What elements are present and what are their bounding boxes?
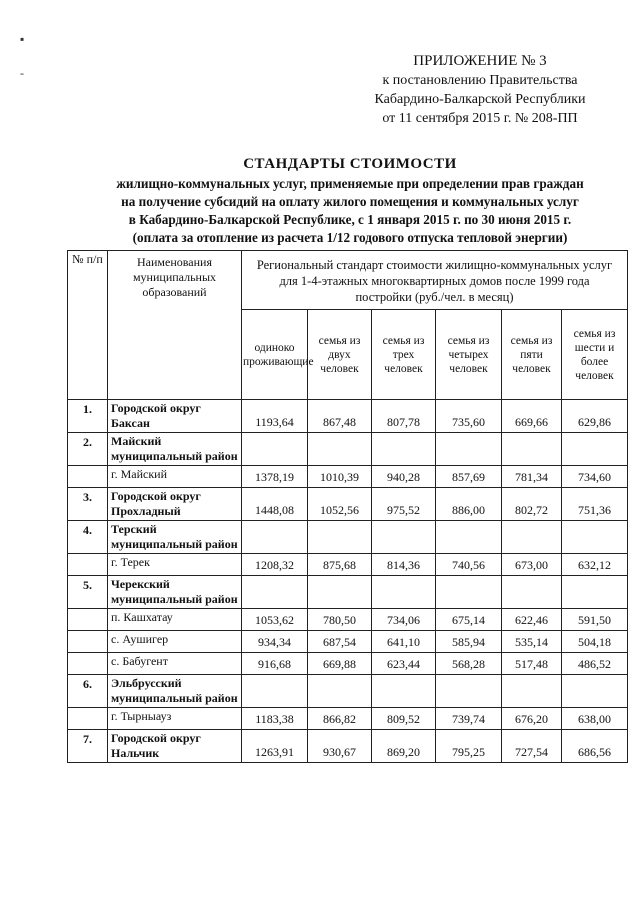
table-row bbox=[68, 708, 628, 730]
municipality-name: Майский муниципальный район bbox=[108, 433, 242, 466]
row-number bbox=[68, 466, 108, 488]
value-cell: 629,86 bbox=[562, 400, 628, 433]
value-cell: 1448,08 bbox=[242, 488, 308, 521]
value-cell: 734,60 bbox=[562, 466, 628, 488]
table-row bbox=[68, 466, 628, 488]
row-number: 1. bbox=[68, 400, 108, 433]
value-cell: 504,18 bbox=[562, 631, 628, 653]
value-cell: 780,50 bbox=[308, 609, 372, 631]
value-cell: 623,44 bbox=[372, 653, 436, 675]
value-cell: 739,74 bbox=[436, 708, 502, 730]
table-row bbox=[68, 488, 628, 521]
value-cell bbox=[502, 675, 562, 708]
value-cell: 622,46 bbox=[502, 609, 562, 631]
value-cell bbox=[308, 675, 372, 708]
title-line: жилищно-коммунальных услуг, применяемые при определении прав граждан bbox=[116, 176, 584, 191]
value-cell: 751,36 bbox=[562, 488, 628, 521]
table-row bbox=[68, 554, 628, 576]
value-cell: 857,69 bbox=[436, 466, 502, 488]
value-cell: 934,34 bbox=[242, 631, 308, 653]
value-cell bbox=[372, 521, 436, 554]
value-cell: 1263,91 bbox=[242, 730, 308, 763]
value-cell: 687,54 bbox=[308, 631, 372, 653]
value-cell bbox=[242, 576, 308, 609]
col-header-single: одиноко проживающие bbox=[242, 310, 308, 400]
appendix-number: ПРИЛОЖЕНИЕ № 3 bbox=[413, 53, 547, 69]
municipality-name: п. Кашхатау bbox=[108, 609, 242, 631]
value-cell bbox=[242, 521, 308, 554]
value-cell bbox=[308, 521, 372, 554]
value-cell: 734,06 bbox=[372, 609, 436, 631]
value-cell bbox=[562, 433, 628, 466]
value-cell bbox=[562, 576, 628, 609]
col-header-three: семья из трех человек bbox=[372, 310, 436, 400]
title-line: на получение субсидий на оплату жилого помещения и коммунальных услуг bbox=[121, 194, 579, 209]
value-cell: 727,54 bbox=[502, 730, 562, 763]
value-cell: 916,68 bbox=[242, 653, 308, 675]
value-cell bbox=[562, 521, 628, 554]
value-cell: 669,66 bbox=[502, 400, 562, 433]
table-row bbox=[68, 730, 628, 763]
col-header-six-plus: семья из шести и более человек bbox=[562, 310, 628, 400]
value-cell: 795,25 bbox=[436, 730, 502, 763]
table-row bbox=[68, 433, 628, 466]
value-cell: 930,67 bbox=[308, 730, 372, 763]
value-cell: 814,36 bbox=[372, 554, 436, 576]
row-number bbox=[68, 631, 108, 653]
municipality-name: г. Терек bbox=[108, 554, 242, 576]
col-header-four: семья из четырех человек bbox=[436, 310, 502, 400]
row-number: 5. bbox=[68, 576, 108, 609]
appendix-ref-line: от 11 сентября 2015 г. № 208-ПП bbox=[382, 111, 578, 126]
value-cell bbox=[372, 433, 436, 466]
value-cell: 1010,39 bbox=[308, 466, 372, 488]
value-cell bbox=[242, 433, 308, 466]
value-cell: 886,00 bbox=[436, 488, 502, 521]
value-cell: 632,12 bbox=[562, 554, 628, 576]
value-cell: 867,48 bbox=[308, 400, 372, 433]
table-body bbox=[68, 400, 628, 763]
value-cell: 686,56 bbox=[562, 730, 628, 763]
municipality-name: Городской округ Нальчик bbox=[108, 730, 242, 763]
value-cell bbox=[436, 675, 502, 708]
row-number bbox=[68, 708, 108, 730]
appendix-ref-line: Кабардино-Балкарской Республики bbox=[374, 92, 586, 107]
table-row bbox=[68, 609, 628, 631]
value-cell: 1052,56 bbox=[308, 488, 372, 521]
value-cell: 735,60 bbox=[436, 400, 502, 433]
table-row bbox=[68, 675, 628, 708]
row-number bbox=[68, 653, 108, 675]
value-cell: 1208,32 bbox=[242, 554, 308, 576]
value-cell bbox=[436, 521, 502, 554]
value-cell bbox=[502, 521, 562, 554]
table-row bbox=[68, 576, 628, 609]
value-cell: 866,82 bbox=[308, 708, 372, 730]
value-cell bbox=[562, 675, 628, 708]
value-cell: 869,20 bbox=[372, 730, 436, 763]
municipality-name: Эльбрусский муниципальный район bbox=[108, 675, 242, 708]
title-main: СТАНДАРТЫ СТОИМОСТИ bbox=[243, 156, 457, 172]
value-cell bbox=[372, 675, 436, 708]
value-cell bbox=[308, 576, 372, 609]
scan-mark: ▪ bbox=[20, 32, 25, 46]
table-row bbox=[68, 631, 628, 653]
value-cell: 940,28 bbox=[372, 466, 436, 488]
value-cell: 591,50 bbox=[562, 609, 628, 631]
value-cell: 568,28 bbox=[436, 653, 502, 675]
value-cell: 517,48 bbox=[502, 653, 562, 675]
row-number: 2. bbox=[68, 433, 108, 466]
value-cell bbox=[372, 576, 436, 609]
col-header-no: № п/п bbox=[68, 251, 108, 400]
table-row bbox=[68, 400, 628, 433]
value-cell: 638,00 bbox=[562, 708, 628, 730]
municipality-name: Терский муниципальный район bbox=[108, 521, 242, 554]
standards-table bbox=[67, 250, 628, 763]
value-cell: 1378,19 bbox=[242, 466, 308, 488]
municipality-name: Городской округ Прохладный bbox=[108, 488, 242, 521]
municipality-name: г. Майский bbox=[108, 466, 242, 488]
col-header-group: Региональный стандарт стоимости жилищно-коммунальных услуг для 1-4-этажных многоквартирных домов после 1999 года постройки (руб./чел. в месяц) bbox=[242, 251, 628, 310]
value-cell: 675,14 bbox=[436, 609, 502, 631]
value-cell: 585,94 bbox=[436, 631, 502, 653]
row-number: 7. bbox=[68, 730, 108, 763]
value-cell: 1193,64 bbox=[242, 400, 308, 433]
title-line: (оплата за отопление из расчета 1/12 годового отпуска тепловой энергии) bbox=[132, 230, 568, 245]
value-cell: 673,00 bbox=[502, 554, 562, 576]
scan-mark: - bbox=[20, 66, 24, 80]
municipality-name: с. Аушигер bbox=[108, 631, 242, 653]
value-cell: 740,56 bbox=[436, 554, 502, 576]
table-row bbox=[68, 521, 628, 554]
col-header-five: семья из пяти человек bbox=[502, 310, 562, 400]
value-cell: 1183,38 bbox=[242, 708, 308, 730]
value-cell: 807,78 bbox=[372, 400, 436, 433]
value-cell bbox=[308, 433, 372, 466]
row-number bbox=[68, 609, 108, 631]
value-cell: 802,72 bbox=[502, 488, 562, 521]
col-header-two: семья из двух человек bbox=[308, 310, 372, 400]
value-cell: 641,10 bbox=[372, 631, 436, 653]
value-cell: 875,68 bbox=[308, 554, 372, 576]
value-cell: 669,88 bbox=[308, 653, 372, 675]
col-header-name: Наименования муниципальных образований bbox=[108, 251, 242, 400]
value-cell bbox=[502, 433, 562, 466]
row-number: 6. bbox=[68, 675, 108, 708]
value-cell: 676,20 bbox=[502, 708, 562, 730]
value-cell: 535,14 bbox=[502, 631, 562, 653]
municipality-name: г. Тырныауз bbox=[108, 708, 242, 730]
row-number: 4. bbox=[68, 521, 108, 554]
row-number: 3. bbox=[68, 488, 108, 521]
title-line: в Кабардино-Балкарской Республике, с 1 января 2015 г. по 30 июня 2015 г. bbox=[128, 212, 572, 227]
value-cell: 975,52 bbox=[372, 488, 436, 521]
value-cell: 1053,62 bbox=[242, 609, 308, 631]
appendix-header bbox=[330, 52, 630, 128]
value-cell: 809,52 bbox=[372, 708, 436, 730]
value-cell bbox=[436, 433, 502, 466]
municipality-name: Городской округ Баксан bbox=[108, 400, 242, 433]
municipality-name: с. Бабугент bbox=[108, 653, 242, 675]
municipality-name: Черекский муниципальный район bbox=[108, 576, 242, 609]
value-cell bbox=[436, 576, 502, 609]
value-cell: 781,34 bbox=[502, 466, 562, 488]
value-cell bbox=[502, 576, 562, 609]
appendix-ref-line: к постановлению Правительства bbox=[382, 73, 578, 88]
row-number bbox=[68, 554, 108, 576]
value-cell bbox=[242, 675, 308, 708]
table-row bbox=[68, 653, 628, 675]
value-cell: 486,52 bbox=[562, 653, 628, 675]
document-title bbox=[60, 155, 640, 247]
